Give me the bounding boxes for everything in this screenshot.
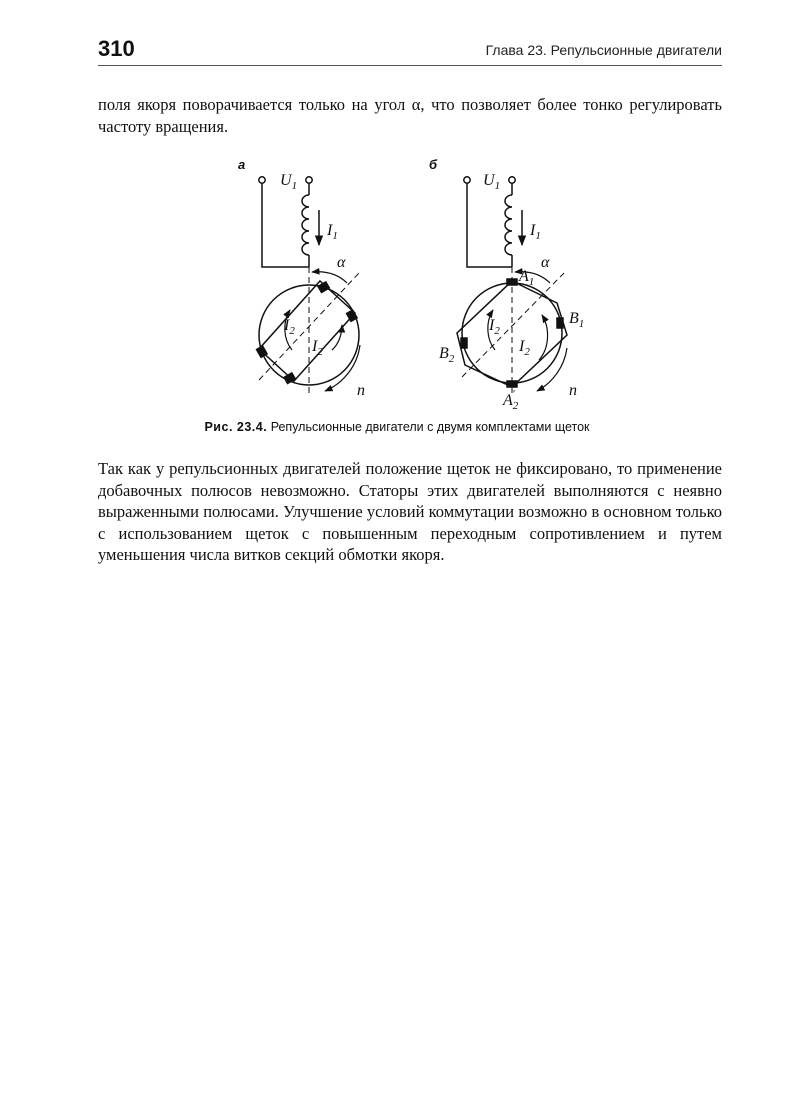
brush-b1 [557,318,563,328]
terminal-left [259,177,265,183]
caption-number: Рис. 23.4. [204,420,268,434]
a1-label: $A_1$ [519,268,535,288]
brush-1 [318,282,329,293]
u1-label: $U_1$ [483,172,501,192]
u1-label: $U_1$ [280,172,298,192]
i2-label-b: $I_2$ [312,338,323,358]
b1-label: $B_1$ [569,310,585,330]
caption-text: Репульсионные двигатели с двумя комплектами щеток [270,420,590,434]
figure-23-4 [222,155,622,415]
panel-a-letter: а [238,157,246,172]
paragraph-continuation: поля якоря поворачивается только на угол α, что позволяет более тонко регулировать частоту вращения. [98,95,722,136]
b2-label: $B_2$ [439,345,455,365]
header-rule [98,65,722,66]
paragraph-main: Так как у репульсионных двигателей положение щеток не фиксировано, то применение добавочных полюсов невозможно. Статоры этих двигателей выполняются с неявно выраженными полюсами. Улучшение условий коммутации возможно в основном только с использованием щеток с повышенным переходным сопротивлением и путем уменьшения числа витков секций обмотки якоря. [98,459,722,564]
panel-b [429,157,584,410]
brush-a1 [507,279,517,285]
running-header: Глава 23. Репульсионные двигатели [485,42,722,58]
panel-a [238,157,365,399]
brush-a2 [507,381,517,387]
a2-label: $A_2'$ [503,388,519,410]
rotation-arc [537,348,567,391]
page-number: 310 [98,36,135,61]
i2-label-b: $I_2$ [519,338,530,358]
i2-label-a: $I_2$ [489,317,500,337]
i1-label: $I_1$ [530,222,541,242]
stator-coil [302,195,309,255]
figure-svg [222,155,622,410]
i2-circulation-right [539,315,548,360]
terminal-left [464,177,470,183]
rotation-label: n [569,382,577,399]
rotation-arc [325,345,360,391]
alpha-label: α [337,254,346,271]
rotation-label: n [357,382,365,399]
stator-coil [505,195,512,255]
i2-label-a: $I_2$ [284,317,295,337]
panel-b-letter: б [429,157,438,172]
brush-b2 [461,338,467,348]
brush-axis [462,273,564,377]
terminal-right [509,177,515,183]
alpha-arc [312,272,347,283]
figure-caption [0,420,794,434]
terminal-right [306,177,312,183]
i1-label: $I_1$ [327,222,338,242]
alpha-label: α [541,254,550,271]
